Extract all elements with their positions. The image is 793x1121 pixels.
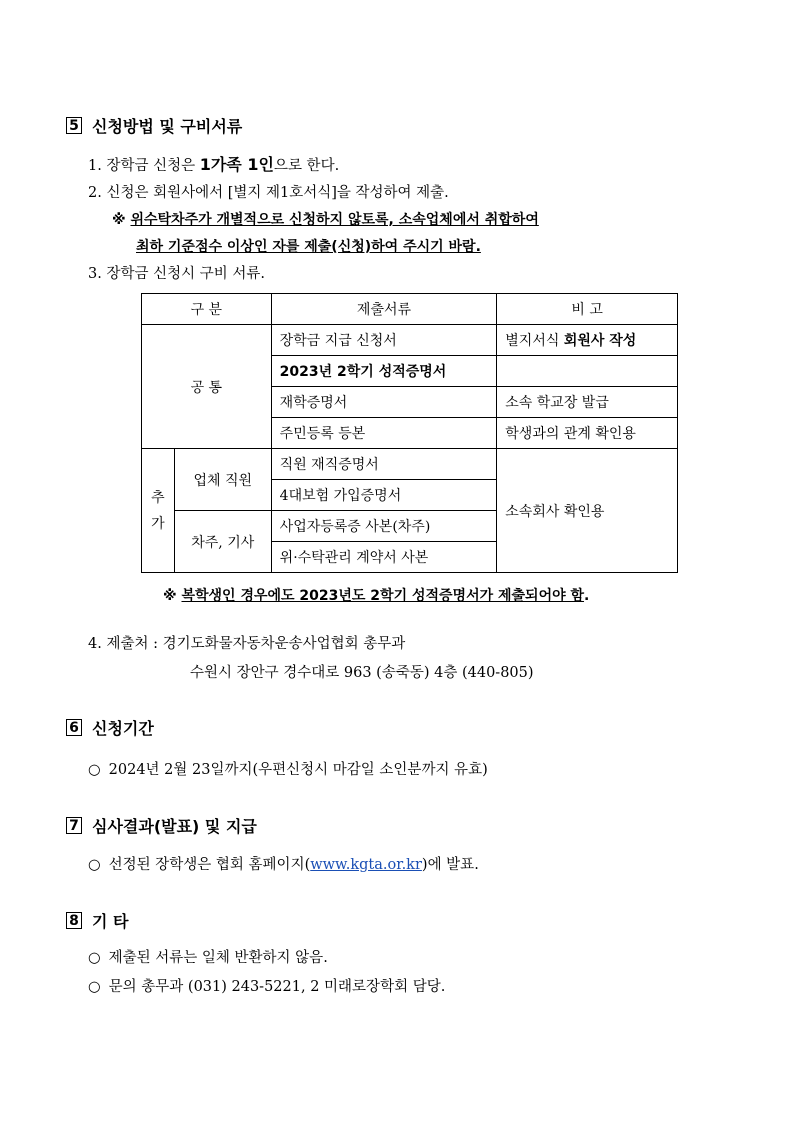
- note-2-mark: ※: [163, 588, 182, 604]
- etc-line-2: [88, 975, 445, 996]
- section-6-title: 신청기간: [92, 719, 154, 738]
- section-7-heading: [66, 814, 257, 837]
- bullet-circle: ○: [88, 857, 101, 873]
- additional-label-1: 추: [151, 489, 165, 506]
- note-2: [163, 585, 589, 605]
- result-text-post: )에 발표.: [421, 857, 479, 873]
- section-8-title: 기 타: [92, 912, 129, 931]
- result-line: [88, 853, 479, 874]
- etc-text-2: 문의 총무과 (031) 243-5221, 2 미래로장학회 담당.: [108, 979, 446, 995]
- section-7-number: 7: [66, 817, 82, 834]
- note-1-text-2: 최하 기준점수 이상인 자를 제출(신청)하여 주시기 바람.: [136, 239, 481, 255]
- section-5-title: 신청방법 및 구비서류: [92, 117, 243, 136]
- group-1-label: 업체 직원: [174, 449, 271, 511]
- doc-cell: 사업자등록증 사본(차주): [271, 511, 497, 542]
- additional-label: [142, 449, 175, 573]
- header-docs: 제출서류: [271, 294, 497, 325]
- doc-cell: 주민등록 등본: [271, 418, 497, 449]
- table-header-row: [142, 294, 678, 325]
- section-6-number: 6: [66, 719, 82, 736]
- note-1-text-1: 위수탁차주가 개별적으로 신청하지 않토록, 소속업체에서 취합하여: [130, 212, 539, 228]
- doc-cell: 4대보험 가입증명서: [271, 480, 497, 511]
- note-2-text: 복학생인 경우에도 2023년도 2학기 성적증명서가 제출되어야 함: [181, 588, 585, 604]
- note-1-line-2: [136, 236, 481, 256]
- additional-remark: 소속회사 확인용: [497, 449, 678, 573]
- etc-text-1: 제출된 서류는 일체 반환하지 않음.: [108, 950, 328, 966]
- note-1-mark: ※: [112, 212, 131, 228]
- doc-cell: 재학증명서: [271, 387, 497, 418]
- item-1: [88, 152, 339, 175]
- required-documents-table: [141, 293, 678, 573]
- item-2: 2. 신청은 회원사에서 [별지 제1호서식]을 작성하여 제출.: [88, 185, 449, 201]
- bullet-circle: ○: [88, 979, 101, 995]
- doc-cell: 장학금 지급 신청서: [271, 325, 497, 356]
- header-category: 구 분: [142, 294, 272, 325]
- period-line: [88, 758, 488, 779]
- item-1-post: 으로 한다.: [273, 158, 340, 174]
- item-4-line-2: 수원시 장안구 경수대로 963 (송죽동) 4층 (440-805): [190, 665, 534, 681]
- doc-cell: 위·수탁관리 계약서 사본: [271, 542, 497, 573]
- item-1-bold: 1가족 1인: [199, 155, 274, 174]
- doc-cell: 직원 재직증명서: [271, 449, 497, 480]
- homepage-link[interactable]: www.kgta.or.kr: [310, 857, 422, 873]
- note-1-line-1: [112, 209, 539, 229]
- table-row: [142, 325, 678, 356]
- additional-label-2: 가: [151, 515, 165, 532]
- doc-cell: 2023년 2학기 성적증명서: [271, 356, 497, 387]
- section-6-heading: [66, 716, 154, 739]
- group-2-label: 차주, 기사: [174, 511, 271, 573]
- section-8-number: 8: [66, 912, 82, 929]
- remark-cell: [497, 356, 678, 387]
- section-5-heading: [66, 114, 242, 137]
- section-7-title: 심사결과(발표) 및 지급: [92, 817, 257, 836]
- remark-cell: 학생과의 관계 확인용: [497, 418, 678, 449]
- remark-cell: 소속 학교장 발급: [497, 387, 678, 418]
- period-text: 2024년 2월 23일까지(우편신청시 마감일 소인분까지 유효): [108, 762, 488, 778]
- section-8-heading: [66, 909, 128, 932]
- header-remarks: 비 고: [497, 294, 678, 325]
- bullet-circle: ○: [88, 950, 101, 966]
- item-3: 3. 장학금 신청시 구비 서류.: [88, 266, 265, 282]
- remark-text: 별지서식: [505, 333, 564, 349]
- item-4-line-1: 4. 제출처 : 경기도화물자동차운송사업협회 총무과: [88, 636, 406, 652]
- remark-cell: [497, 325, 678, 356]
- section-5-number: 5: [66, 117, 82, 134]
- remark-bold: 회원사 작성: [563, 333, 637, 349]
- item-1-pre: 1. 장학금 신청은: [88, 158, 200, 174]
- result-text-pre: 선정된 장학생은 협회 홈페이지(: [108, 857, 311, 873]
- common-label: 공 통: [142, 325, 272, 449]
- note-2-end: .: [584, 588, 590, 604]
- etc-line-1: [88, 946, 328, 967]
- table-row: [142, 449, 678, 480]
- bullet-circle: ○: [88, 762, 101, 778]
